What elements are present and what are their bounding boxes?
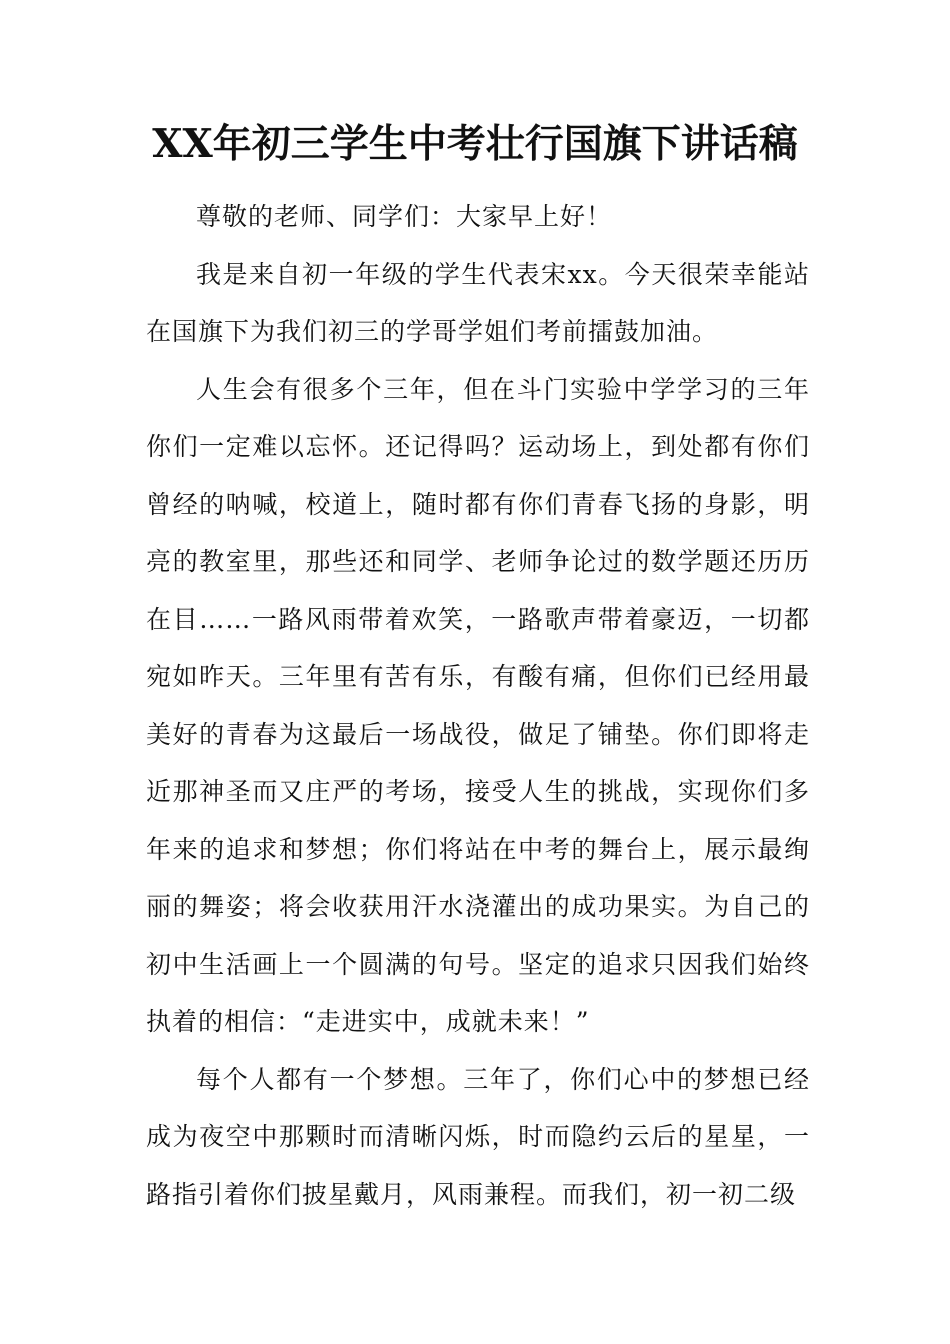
paragraph-greeting: 尊敬的老师、同学们：大家早上好！ (196, 202, 613, 231)
paragraph-dreams: 每个人都有一个梦想。三年了，你们心中的梦想已经成为夜空中那颗时而清晰闪烁，时而隐约云后的星星，一路指引着你们披星戴月，风雨兼程。而我们，初一初二级 (146, 1064, 810, 1209)
document-title: XX年初三学生中考壮行国旗下讲话稿 (152, 121, 798, 167)
paragraph-memories: 人生会有很多个三年，但在斗门实验中学学习的三年你们一定难以忘怀。还记得吗？运动场上，到处都有你们曾经的呐喊，校道上，随时都有你们青春飞扬的身影，明亮的教室里，那些还和同学、老师争论过的数学题还历历在目……一路风雨带着欢笑，一路歌声带着豪迈，一切都宛如昨天。三年里有苦有乐，有酸有痛，但你们已经用最美好的青春为这最后一场战役，做足了铺垫。你们即将走近那神圣而又庄严的考场，接受人生的挑战，实现你们多年来的追求和梦想；你们将站在中考的舞台上，展示最绚丽的舞姿；将会收获用汗水浇灌出的成功果实。为自己的初中生活画上一个圆满的句号。坚定的追求只因我们始终执着的相信：“走进实中，成就未来！” (146, 374, 810, 1036)
document-body (146, 188, 810, 1223)
paragraph-introduction: 我是来自初一年级的学生代表宋xx。今天很荣幸能站在国旗下为我们初三的学哥学姐们考前擂鼓加油。 (146, 259, 810, 346)
